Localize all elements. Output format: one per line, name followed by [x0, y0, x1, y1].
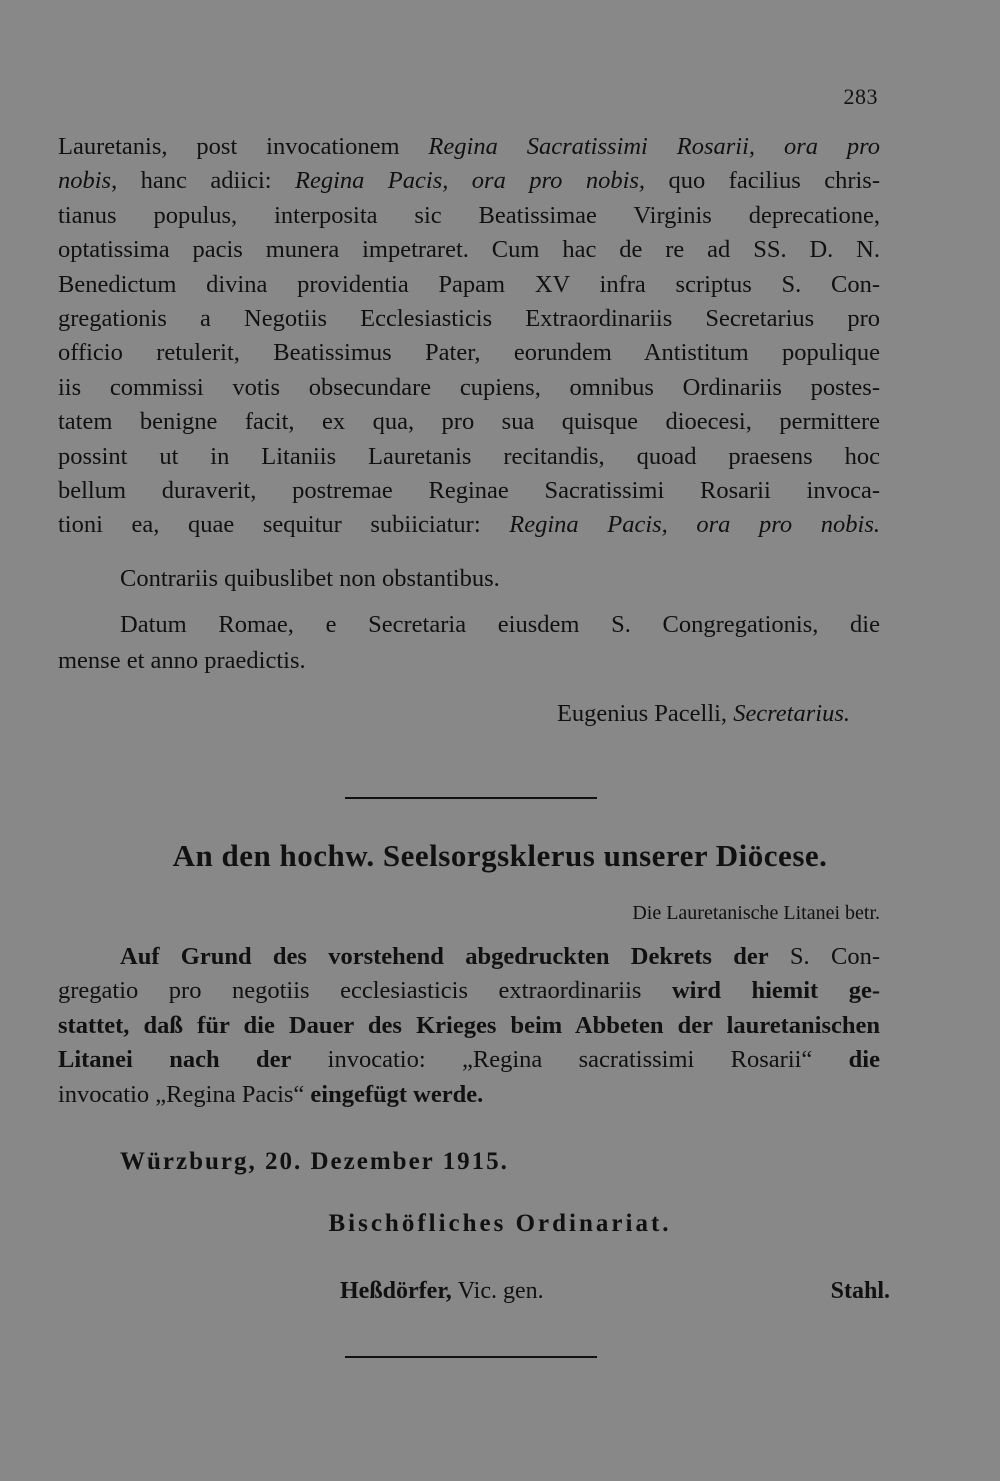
- place: Würzburg,: [120, 1148, 265, 1175]
- text-line: [58, 1078, 880, 1112]
- text-line: [58, 130, 880, 164]
- text-run: invocatio: „Regina sacratissimi Rosarii“: [291, 1046, 849, 1074]
- text-line: [58, 1009, 880, 1043]
- text-run: Lauretanis, post invocationem: [58, 133, 429, 160]
- text-line: [58, 974, 880, 1008]
- signatory-left-title: Vic. gen.: [457, 1278, 544, 1304]
- text-run: officio retulerit, Beatissimus Pater, eorundem Antistitum populique: [58, 339, 880, 367]
- text-run: , hanc adiici:: [111, 167, 295, 195]
- contrariis-clause: Contrariis quibuslibet non obstantibus.: [120, 565, 500, 592]
- text-line: [58, 1043, 880, 1077]
- text-line: [58, 268, 880, 302]
- place-date-line: [120, 1148, 509, 1176]
- text-line: [58, 164, 880, 198]
- signatory-left-name: Heßdörfer,: [340, 1278, 458, 1304]
- fraktur-run: eingefügt werde.: [310, 1080, 484, 1108]
- end-divider: [345, 1356, 597, 1358]
- text-run: gregatio pro negotiis ecclesiasticis extraordinariis: [58, 977, 672, 1005]
- date: 20. Dezember 1915.: [265, 1148, 509, 1175]
- section-divider: [345, 797, 597, 799]
- fraktur-run: stattet, daß für die Dauer des Krieges beim Abbeten der lauretanischen: [58, 1011, 880, 1039]
- fraktur-run: die: [848, 1046, 880, 1074]
- text-run: bellum duraverit, postremae Reginae Sacratissimi Rosarii invoca-: [58, 477, 880, 505]
- text-run: Benedictum divina providentia Papam XV infra scriptus S. Con-: [58, 270, 880, 298]
- signatory-title: Secretarius.: [733, 700, 850, 727]
- text-line: [58, 474, 880, 508]
- signature-left: [340, 1278, 544, 1305]
- text-run: gregationis a Negotiis Ecclesiasticis Extraordinariis Secretarius pro: [58, 305, 880, 333]
- italic-run: Regina Pacis, ora pro nobis.: [509, 511, 880, 539]
- text-run: tianus populus, interposita sic Beatissimae Virginis deprecatione,: [58, 201, 880, 229]
- text-run: optatissima pacis munera impetraret. Cum hac de re ad SS. D. N.: [58, 236, 880, 264]
- signature-right: Stahl.: [830, 1278, 890, 1304]
- text-run: quo facilius chris-: [645, 167, 880, 195]
- datum-line-1: Datum Romae, e Secretaria eiusdem S. Congregationis, die: [120, 611, 880, 638]
- text-line: [58, 940, 880, 974]
- latin-signature: [557, 700, 850, 728]
- text-run: tatem benigne facit, ex qua, pro sua quisque dioecesi, permittere: [58, 408, 880, 436]
- text-run: iis commissi votis obsecundare cupiens, omnibus Ordinariis postes-: [58, 373, 880, 401]
- text-run: possint ut in Litaniis Lauretanis recitandis, quoad praesens hoc: [58, 442, 880, 470]
- section-heading: An den hochw. Seelsorgsklerus unserer Diöcese.: [172, 838, 828, 873]
- italic-run: nobis: [58, 167, 112, 195]
- text-run: tioni ea, quae sequitur subiiciatur:: [58, 511, 510, 539]
- datum-clause: [58, 607, 880, 679]
- german-ordinance-paragraph: [58, 940, 880, 1112]
- text-line: [58, 405, 880, 439]
- signatory-name: Eugenius Pacelli,: [556, 700, 734, 727]
- fraktur-run: wird hiemit ge-: [671, 977, 880, 1005]
- text-line: [58, 199, 880, 233]
- subject-line: Die Lauretanische Litanei betr.: [632, 902, 880, 924]
- text-line: [58, 336, 880, 370]
- text-line: [58, 508, 880, 542]
- issuing-authority: Bischöfliches Ordinariat.: [328, 1210, 672, 1237]
- text-line: [58, 440, 880, 474]
- italic-run: Regina Sacratissimi Rosarii, ora pro: [428, 133, 880, 160]
- italic-run: Regina Pacis, ora pro nobis,: [294, 167, 646, 195]
- text-run: S. Con-: [768, 943, 880, 970]
- text-line: [58, 233, 880, 267]
- text-line: [58, 371, 880, 405]
- datum-line-2: mense et anno praedictis.: [58, 647, 306, 674]
- text-run: invocatio „Regina Pacis“: [58, 1080, 311, 1108]
- fraktur-run: Auf Grund des vorstehend abgedruckten Dekrets der: [120, 943, 769, 970]
- latin-decree-paragraph: [58, 130, 880, 543]
- text-line: [58, 302, 880, 336]
- fraktur-run: Litanei nach der: [58, 1046, 292, 1074]
- page-number: 283: [843, 84, 878, 109]
